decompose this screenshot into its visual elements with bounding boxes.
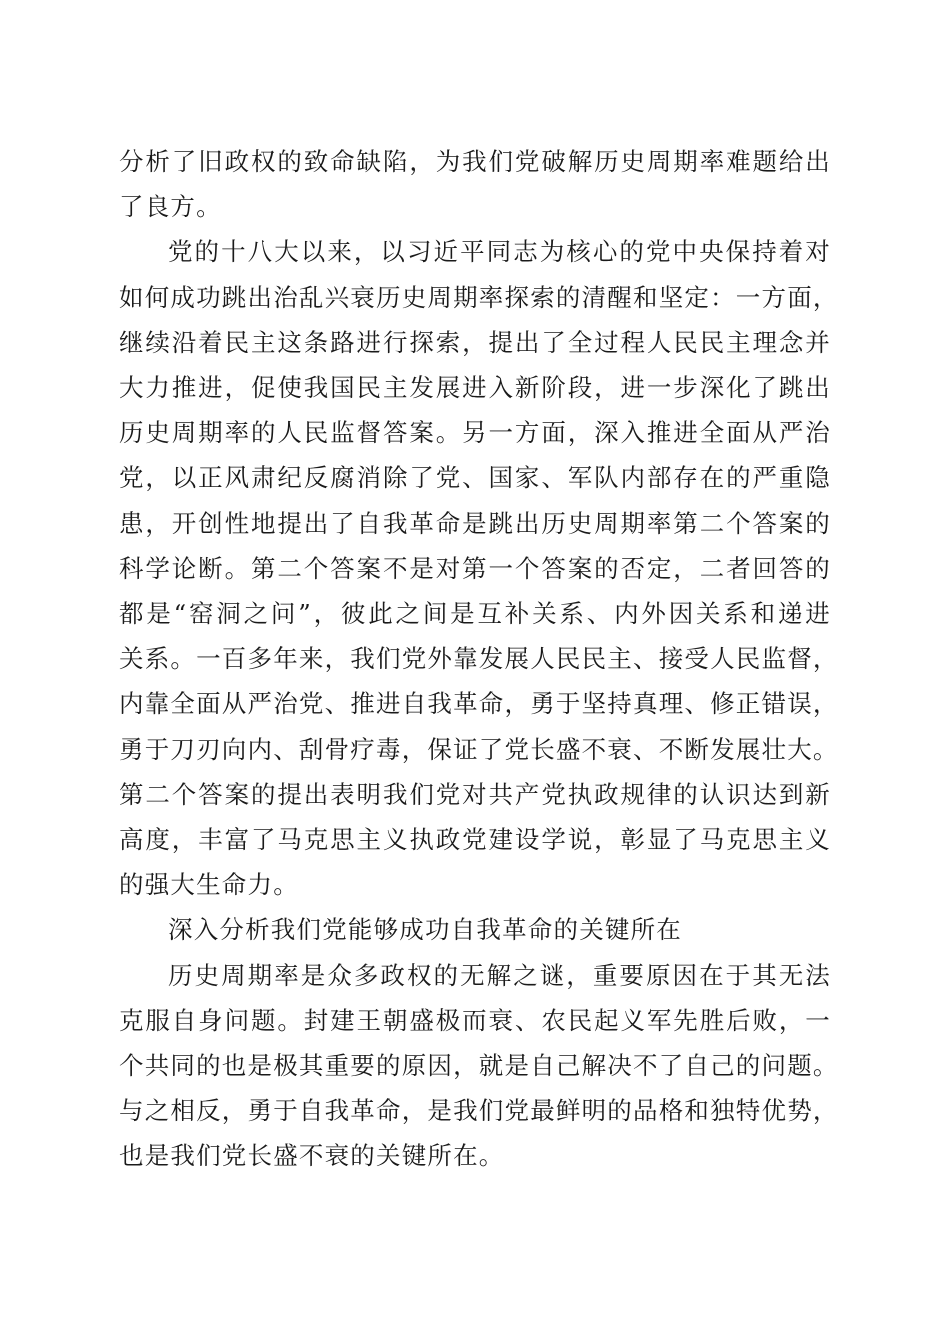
heading-text: 深入分析我们党能够成功自我革命的关键所在 xyxy=(168,915,682,945)
text-line: 历史周期率的人民监督答案。另一方面，深入推进全面从严治 xyxy=(119,418,831,448)
text-line: 的强大生命力。 xyxy=(119,870,299,900)
text-line: 继续沿着民主这条路进行探索，提出了全过程人民民主理念并 xyxy=(119,327,831,357)
paragraph-continuation xyxy=(119,139,831,229)
document-body xyxy=(119,139,839,1179)
section-heading xyxy=(119,907,831,952)
text-line: 科学论断。第二个答案不是对第一个答案的否定，二者回答的 xyxy=(119,553,831,583)
text-line: 个共同的也是极其重要的原因，就是自己解决不了自己的问题。 xyxy=(119,1051,839,1081)
text-line: 都是“窑洞之问”，彼此之间是互补关系、内外因关系和递进 xyxy=(119,599,831,629)
text-line: 历史周期率是众多政权的无解之谜，重要原因在于其无法 xyxy=(168,960,831,990)
text-line: 了良方。 xyxy=(119,192,222,222)
text-line: 党的十八大以来，以习近平同志为核心的党中央保持着对 xyxy=(168,237,831,267)
paragraph-main xyxy=(119,953,839,1179)
text-line: 高度，丰富了马克思主义执政党建设学说，彰显了马克思主义 xyxy=(119,825,831,855)
text-line: 与之相反，勇于自我革命，是我们党最鲜明的品格和独特优势， xyxy=(119,1096,839,1126)
text-line: 分析了旧政权的致命缺陷，为我们党破解历史周期率难题给出 xyxy=(119,147,831,176)
text-line: 党，以正风肃纪反腐消除了党、国家、军队内部存在的严重隐 xyxy=(119,463,831,493)
text-line: 第二个答案的提出表明我们党对共产党执政规律的认识达到新 xyxy=(119,779,831,809)
text-line: 克服自身问题。封建王朝盛极而衰、农民起义军先胜后败，一 xyxy=(119,1005,831,1035)
text-line: 患，开创性地提出了自我革命是跳出历史周期率第二个答案的 xyxy=(119,508,831,538)
paragraph-main xyxy=(119,229,839,907)
text-line: 如何成功跳出治乱兴衰历史周期率探索的清醒和坚定：一方面， xyxy=(119,282,839,312)
text-line: 也是我们党长盛不衰的关键所在。 xyxy=(119,1141,505,1171)
text-line: 大力推进，促使我国民主发展进入新阶段，进一步深化了跳出 xyxy=(119,373,831,403)
text-line: 勇于刀刃向内、刮骨疗毒，保证了党长盛不衰、不断发展壮大。 xyxy=(119,734,839,764)
text-line: 内靠全面从严治党、推进自我革命，勇于坚持真理、修正错误， xyxy=(119,689,839,719)
text-line: 关系。一百多年来，我们党外靠发展人民民主、接受人民监督， xyxy=(119,644,839,674)
